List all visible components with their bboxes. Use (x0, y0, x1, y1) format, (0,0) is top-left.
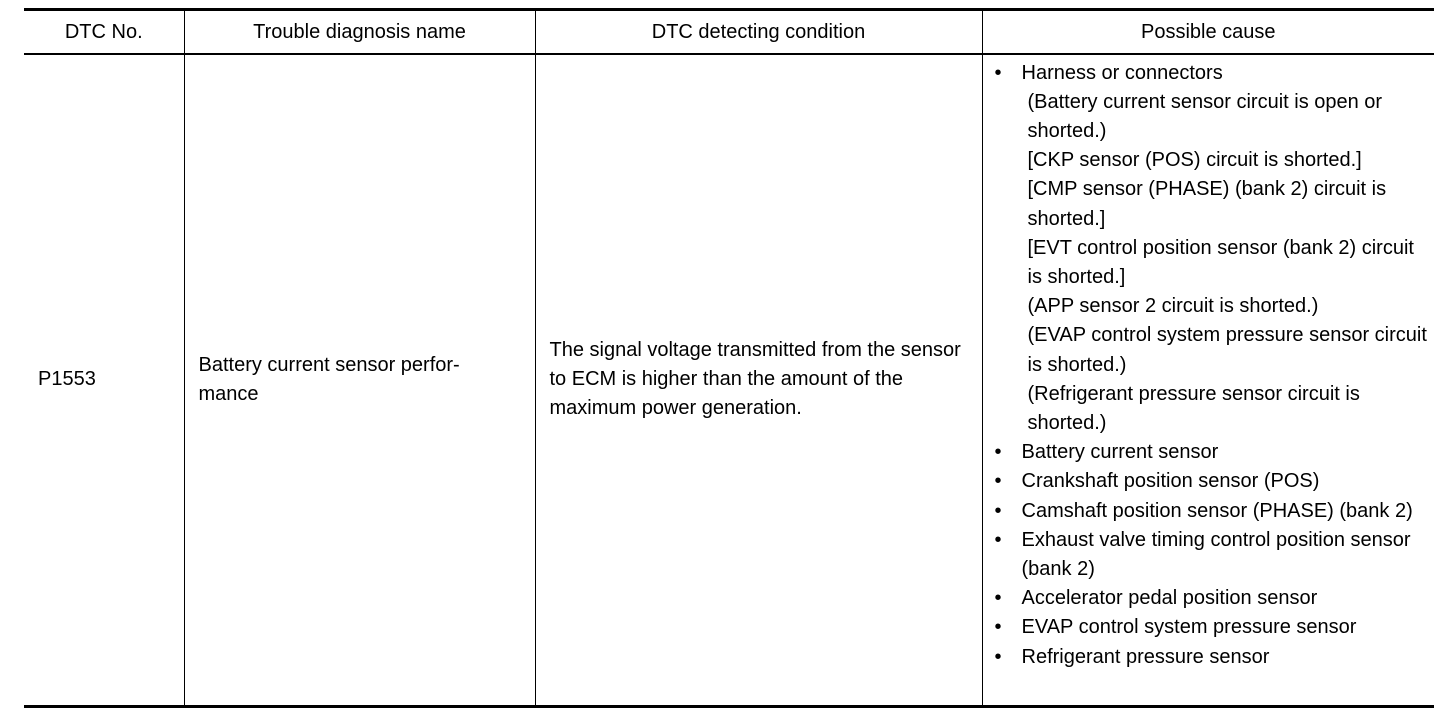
bullet-icon: • (994, 528, 1002, 551)
cause-item-text: Battery current sensor (1021, 441, 1219, 464)
header-dtc-no: DTC No. (24, 10, 184, 54)
list-item (995, 526, 1429, 584)
cause-harness-detail: (Refrigerant pressure sensor circuit is shorted.) (1027, 382, 1360, 434)
cause-item-text: EVAP control system pressure sensor (1021, 616, 1357, 639)
list-item (995, 643, 1429, 672)
dtc-table (24, 8, 1434, 708)
cause-item-text: Refrigerant pressure sensor (1021, 645, 1270, 668)
cause-harness-detail: [CKP sensor (POS) circuit is shorted.] (1027, 149, 1362, 172)
cause-harness-detail: [EVT control position sensor (bank 2) circuit is shorted.] (1027, 236, 1414, 288)
possible-cause-cell (982, 54, 1434, 707)
cause-item-text: Accelerator pedal position sensor (1021, 587, 1318, 610)
dtc-number-cell (24, 54, 184, 707)
cause-item-text: Camshaft position sensor (PHASE) (bank 2) (1021, 499, 1413, 522)
header-possible-cause: Possible cause (982, 10, 1434, 54)
list-item (995, 584, 1429, 613)
bullet-icon: • (994, 61, 1002, 84)
header-dtc-detecting-condition: DTC detecting condition (535, 10, 982, 54)
header-row (24, 10, 1434, 54)
dtc-number: P1553 (38, 368, 96, 391)
table-row (24, 54, 1434, 707)
detecting-condition: The signal voltage transmitted from the sensor to ECM is higher than the amount of the maximum power generation. (549, 339, 961, 420)
detecting-condition-cell (535, 54, 982, 707)
bullet-icon: • (994, 441, 1002, 464)
list-item (995, 59, 1429, 439)
cause-harness-detail: (Battery current sensor circuit is open or shorted.) (1027, 90, 1383, 142)
cause-harness-label: Harness or connectors (1021, 61, 1223, 84)
diagnosis-name-cell (184, 54, 535, 707)
cause-item-text: Crankshaft position sensor (POS) (1021, 470, 1320, 493)
diagnosis-name: Battery current sensor perfor- mance (198, 353, 460, 405)
bullet-icon: • (994, 587, 1002, 610)
bullet-icon: • (994, 645, 1002, 668)
cause-item-text: Exhaust valve timing control position sensor (bank 2) (1021, 528, 1411, 580)
possible-cause-list (995, 59, 1429, 672)
cause-harness-detail: (APP sensor 2 circuit is shorted.) (1027, 295, 1319, 318)
header-trouble-diagnosis-name: Trouble diagnosis name (184, 10, 535, 54)
list-item (995, 438, 1429, 467)
table-header (24, 10, 1434, 54)
cause-harness-detail: (EVAP control system pressure sensor circuit is shorted.) (1027, 324, 1427, 376)
bullet-icon: • (994, 616, 1002, 639)
list-item (995, 613, 1429, 642)
list-item (995, 497, 1429, 526)
cause-harness-detail: [CMP sensor (PHASE) (bank 2) circuit is shorted.] (1027, 178, 1387, 230)
table-body (24, 54, 1434, 707)
bullet-icon: • (994, 470, 1002, 493)
bullet-icon: • (994, 499, 1002, 522)
list-item (995, 467, 1429, 496)
